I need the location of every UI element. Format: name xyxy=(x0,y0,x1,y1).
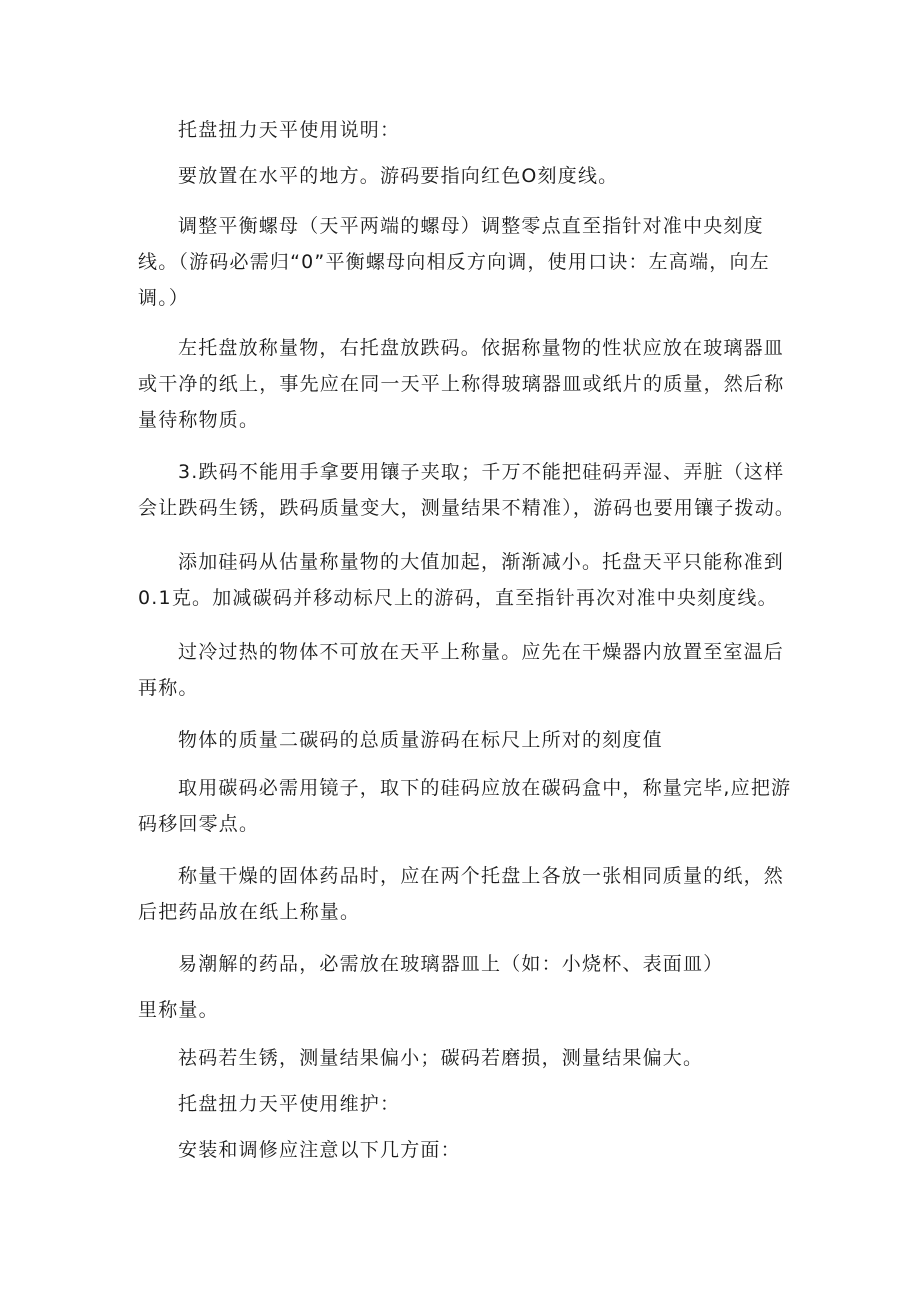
paragraph: 祛码若生锈，测量结果偏小；碳码若磨损，测量结果偏大。 xyxy=(178,1047,704,1069)
paragraph: 添加硅码从估量称量物的大值加起，渐渐减小。托盘天平只能称准到0.1克。加减碳码并移动标尺上的游码，直至指针再次对准中央刻度线。 xyxy=(138,551,785,609)
paragraph: 调整平衡螺母（天平两端的螺母）调整零点直至指针对准中央刻度线。（游码必需归“0”平衡螺母向相反方向调，使用口诀：左高端，向左调。） xyxy=(138,215,770,309)
paragraph: 易潮解的药品，必需放在玻璃器皿上（如：小烧杯、表面皿） xyxy=(178,953,724,975)
paragraph: 过冷过热的物体不可放在天平上称量。应先在干燥器内放置至室温后再称。 xyxy=(138,641,785,699)
paragraph: 取用碳码必需用镜子，取下的硅码应放在碳码盒中，称量完毕,应把游码移回零点。 xyxy=(138,777,792,835)
paragraph: 称量干燥的固体药品时，应在两个托盘上各放一张相同质量的纸，然后把药品放在纸上称量。 xyxy=(138,865,785,923)
paragraph: 左托盘放称量物，右托盘放跌码。依据称量物的性状应放在玻璃器皿或干净的纸上，事先应在同一天平上称得玻璃器皿或纸片的质量，然后称量待称物质。 xyxy=(138,337,785,431)
paragraph: 要放置在水平的地方。游码要指向红色O刻度线。 xyxy=(178,165,619,187)
paragraph-heading: 托盘扭力天平使用维护： xyxy=(178,1093,401,1115)
paragraph: 物体的质量二碳码的总质量游码在标尺上所对的刻度值 xyxy=(178,729,663,751)
paragraph-continuation: 里称量。 xyxy=(138,999,219,1021)
paragraph-title: 托盘扭力天平使用说明： xyxy=(178,119,401,141)
paragraph: 3.跌码不能用手拿要用镶子夹取；千万不能把硅码弄湿、弄脏（这样会让跌码生锈，跌码质量变大，测量结果不精准），游码也要用镶子拨动。 xyxy=(138,461,796,519)
paragraph: 安装和调修应注意以下几方面： xyxy=(178,1139,461,1161)
